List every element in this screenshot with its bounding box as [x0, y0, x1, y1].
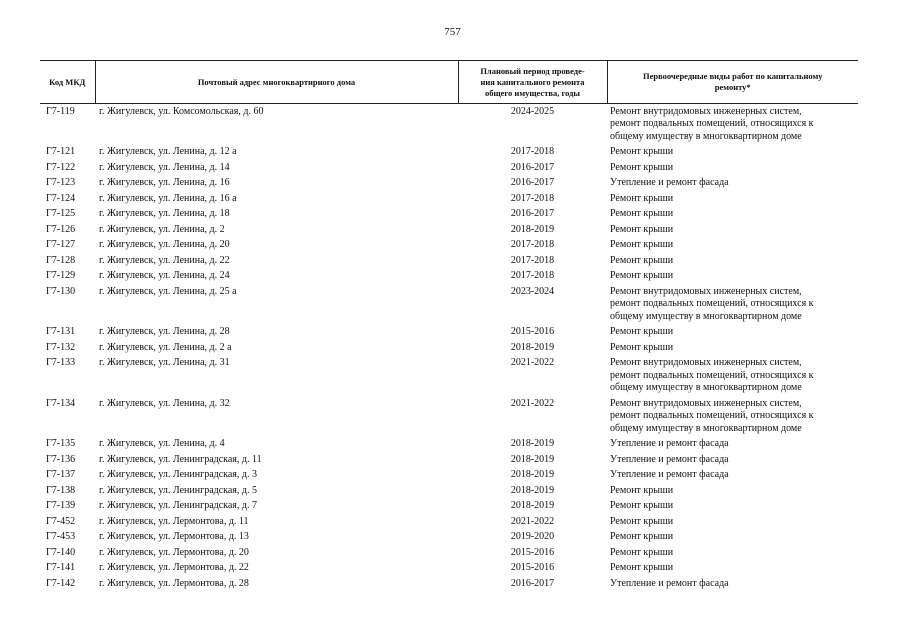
cell-code: Г7-122 [46, 161, 76, 173]
cell-works [607, 253, 858, 269]
cell-address: г. Жигулевск, ул. Ленина, д. 2 [99, 223, 225, 235]
cell-period: 2016-2017 [510, 208, 555, 219]
cell-address: г. Жигулевск, ул. Лермонтова, д. 11 [99, 515, 249, 527]
cell-works [607, 561, 858, 577]
work-item-line: Утепление и ремонт фасада [610, 177, 729, 188]
work-item-line: Ремонт крыши [610, 192, 674, 204]
cell-works [607, 483, 858, 499]
table-row [40, 176, 858, 192]
cell-works [607, 269, 858, 285]
cell-address: г. Жигулевск, ул. Ленина, д. 24 [99, 270, 230, 281]
table-row [40, 468, 858, 484]
cell-works [607, 238, 858, 254]
cell-works [607, 207, 858, 223]
cell-period: 2015-2016 [510, 326, 555, 337]
cell-period: 2017-2018 [510, 146, 555, 157]
cell-works [607, 104, 858, 145]
cell-period: 2018-2019 [510, 500, 555, 511]
header-code: Код МКД [40, 61, 95, 104]
cell-address: г. Жигулевск, ул. Ленина, д. 22 [99, 254, 230, 266]
cell-works [607, 437, 858, 453]
cell-address: г. Жигулевск, ул. Ленинградская, д. 3 [99, 469, 257, 480]
table-row [40, 340, 858, 356]
table-row [40, 253, 858, 269]
table-row [40, 437, 858, 453]
cell-address: г. Жигулевск, ул. Ленинградская, д. 5 [99, 484, 257, 496]
work-item-line: Ремонт внутридомовых инженерных систем, [610, 357, 802, 368]
cell-address: г. Жигулевск, ул. Ленина, д. 2 а [99, 341, 232, 353]
table-row [40, 530, 858, 546]
cell-code: Г7-126 [46, 223, 76, 235]
cell-code: Г7-137 [46, 469, 76, 480]
cell-works [607, 191, 858, 207]
cell-code: Г7-123 [46, 177, 76, 188]
work-item-line: Ремонт крыши [610, 500, 674, 511]
cell-period: 2018-2019 [510, 438, 555, 449]
cell-works [607, 499, 858, 515]
cell-period: 2021-2022 [510, 397, 555, 409]
cell-works [607, 176, 858, 192]
cell-address: г. Жигулевск, ул. Ленина, д. 20 [99, 239, 230, 250]
table-row [40, 483, 858, 499]
cell-period: 2016-2017 [510, 161, 555, 173]
cell-code: Г7-141 [46, 562, 76, 573]
cell-period: 2018-2019 [510, 341, 555, 353]
work-item-line: Ремонт внутридомовых инженерных систем, [610, 397, 802, 409]
work-item-line: общему имуществу в многоквартирном доме [610, 130, 802, 142]
cell-address: г. Жигулевск, ул. Ленина, д. 25 а [99, 285, 237, 297]
cell-code: Г7-135 [46, 438, 76, 449]
cell-address: г. Жигулевск, ул. Ленина, д. 4 [99, 438, 225, 449]
header-period [458, 61, 607, 104]
work-item-line: общему имуществу в многоквартирном доме [610, 310, 802, 322]
header-period-line: Плановый период проведе- [480, 65, 585, 76]
work-item-line: Ремонт крыши [610, 239, 674, 250]
work-item-line: Ремонт внутридомовых инженерных систем, [610, 105, 802, 117]
cell-address: г. Жигулевск, ул. Ленина, д. 31 [99, 357, 230, 368]
cell-address: г. Жигулевск, ул. Лермонтова, д. 28 [99, 577, 249, 589]
work-item-line: Ремонт крыши [610, 161, 674, 173]
work-item-line: общему имуществу в многоквартирном доме [610, 382, 802, 393]
cell-works [607, 325, 858, 341]
table-row [40, 222, 858, 238]
work-item-line: ремонт подвальных помещений, относящихся к [610, 369, 814, 381]
cell-period: 2016-2017 [510, 577, 555, 589]
cell-period: 2018-2019 [510, 453, 555, 465]
work-item-line: Утепление и ремонт фасада [610, 453, 729, 465]
work-item-line: общему имуществу в многоквартирном доме [610, 422, 802, 434]
table-row [40, 160, 858, 176]
work-item-line: Утепление и ремонт фасада [610, 469, 729, 480]
cell-period: 2017-2018 [510, 192, 555, 204]
table-row [40, 396, 858, 437]
table-row [40, 238, 858, 254]
repair-schedule-table [40, 60, 858, 592]
work-item-line: Ремонт крыши [610, 531, 674, 542]
header-address: Почтовый адрес многоквартирного дома [95, 61, 458, 104]
cell-works [607, 530, 858, 546]
table-row [40, 514, 858, 530]
cell-code: Г7-128 [46, 254, 76, 266]
header-works-line: Первоочередные виды работ по капитальному [642, 71, 823, 81]
table-row [40, 325, 858, 341]
table-row [40, 207, 858, 223]
cell-address: г. Жигулевск, ул. Ленина, д. 32 [99, 397, 230, 409]
cell-works [607, 396, 858, 437]
cell-code: Г7-140 [46, 546, 76, 558]
header-period-line: ния капитального ремонта [480, 76, 585, 87]
header-works-line: ремонту* [714, 82, 751, 92]
cell-period: 2017-2018 [510, 239, 555, 250]
cell-code: Г7-124 [46, 192, 76, 204]
cell-works [607, 468, 858, 484]
cell-code: Г7-132 [46, 341, 76, 353]
cell-code: Г7-125 [46, 208, 76, 219]
cell-code: Г7-452 [46, 515, 76, 527]
cell-address: г. Жигулевск, ул. Ленина, д. 16 а [99, 192, 237, 204]
cell-period: 2023-2024 [510, 285, 555, 297]
cell-works [607, 284, 858, 325]
work-item-line: Ремонт крыши [610, 270, 674, 281]
table-header [40, 61, 858, 104]
cell-works [607, 452, 858, 468]
cell-address: г. Жигулевск, ул. Ленина, д. 28 [99, 326, 230, 337]
work-item-line: Ремонт крыши [610, 223, 674, 235]
table-row [40, 145, 858, 161]
cell-address: г. Жигулевск, ул. Лермонтова, д. 20 [99, 546, 249, 558]
work-item-line: Ремонт крыши [610, 146, 674, 157]
cell-code: Г7-133 [46, 357, 76, 368]
cell-code: Г7-119 [46, 105, 75, 117]
cell-works [607, 356, 858, 397]
table-row [40, 499, 858, 515]
cell-works [607, 145, 858, 161]
header-row [40, 61, 858, 104]
cell-period: 2018-2019 [510, 469, 555, 480]
repair-schedule-table-container [40, 60, 858, 592]
table-row [40, 269, 858, 285]
cell-works [607, 576, 858, 592]
table-row [40, 104, 858, 145]
cell-works [607, 545, 858, 561]
cell-address: г. Жигулевск, ул. Ленинградская, д. 7 [99, 500, 257, 511]
page-number: 757 [444, 26, 461, 38]
work-item-line: Ремонт крыши [610, 254, 674, 266]
table-row [40, 191, 858, 207]
cell-code: Г7-127 [46, 239, 76, 250]
table-row [40, 356, 858, 397]
table-row [40, 576, 858, 592]
cell-code: Г7-130 [46, 285, 76, 297]
work-item-line: Ремонт внутридомовых инженерных систем, [610, 285, 802, 297]
cell-code: Г7-131 [46, 326, 76, 337]
cell-address: г. Жигулевск, ул. Ленина, д. 16 [99, 177, 230, 188]
header-period-line: общего имущества, годы [484, 87, 581, 98]
cell-address: г. Жигулевск, ул. Ленина, д. 12 а [99, 146, 237, 157]
cell-code: Г7-138 [46, 484, 76, 496]
cell-period: 2018-2019 [510, 223, 555, 235]
work-item-line: Ремонт крыши [610, 326, 674, 337]
cell-period: 2018-2019 [510, 484, 555, 496]
cell-address: г. Жигулевск, ул. Ленина, д. 18 [99, 208, 230, 219]
work-item-line: ремонт подвальных помещений, относящихся к [610, 298, 814, 309]
cell-works [607, 222, 858, 238]
work-item-line: Ремонт крыши [610, 484, 674, 496]
work-item-line: Ремонт крыши [610, 208, 674, 219]
cell-code: Г7-134 [46, 397, 76, 409]
cell-code: Г7-453 [46, 531, 76, 542]
cell-period: 2015-2016 [510, 546, 555, 558]
work-item-line: ремонт подвальных помещений, относящихся к [610, 118, 814, 129]
table-body [40, 104, 858, 592]
cell-period: 2021-2022 [510, 515, 555, 527]
cell-period: 2017-2018 [510, 270, 555, 281]
table-row [40, 561, 858, 577]
cell-period: 2024-2025 [510, 105, 555, 117]
cell-address: г. Жигулевск, ул. Лермонтова, д. 22 [99, 562, 249, 573]
work-item-line: Ремонт крыши [610, 546, 674, 558]
cell-period: 2016-2017 [510, 177, 555, 188]
cell-code: Г7-129 [46, 270, 76, 281]
table-row [40, 452, 858, 468]
cell-code: Г7-142 [46, 577, 76, 589]
work-item-line: ремонт подвальных помещений, относящихся к [610, 410, 814, 421]
table-row [40, 545, 858, 561]
work-item-line: Утепление и ремонт фасада [610, 438, 729, 449]
work-item-line: Ремонт крыши [610, 515, 674, 527]
cell-period: 2015-2016 [510, 562, 555, 573]
cell-address: г. Жигулевск, ул. Ленина, д. 14 [99, 161, 230, 173]
cell-works [607, 514, 858, 530]
header-works [607, 61, 858, 104]
table-row [40, 284, 858, 325]
cell-address: г. Жигулевск, ул. Комсомольская, д. 60 [99, 105, 264, 117]
cell-address: г. Жигулевск, ул. Лермонтова, д. 13 [99, 531, 249, 542]
work-item-line: Ремонт крыши [610, 341, 674, 353]
work-item-line: Утепление и ремонт фасада [610, 577, 729, 589]
cell-works [607, 160, 858, 176]
cell-works [607, 340, 858, 356]
cell-code: Г7-121 [46, 146, 76, 157]
cell-code: Г7-139 [46, 500, 76, 511]
cell-period: 2021-2022 [510, 357, 555, 368]
cell-address: г. Жигулевск, ул. Ленинградская, д. 11 [99, 453, 262, 465]
cell-period: 2017-2018 [510, 254, 555, 266]
cell-period: 2019-2020 [510, 531, 555, 542]
cell-code: Г7-136 [46, 453, 76, 465]
work-item-line: Ремонт крыши [610, 562, 674, 573]
